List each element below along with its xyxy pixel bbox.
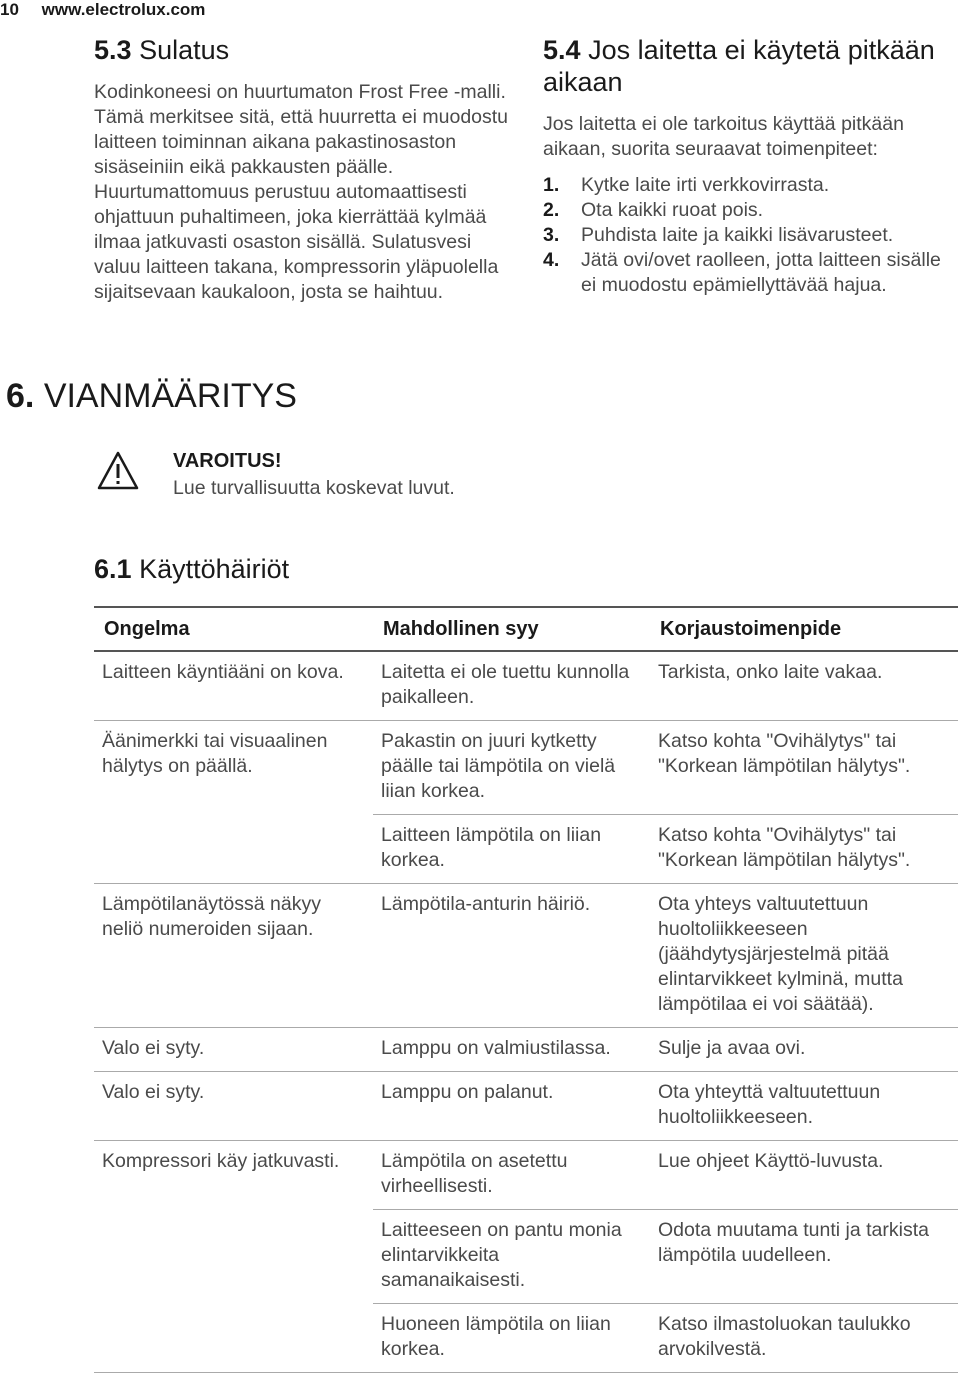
defrost-paragraph: Kodinkoneesi on huurtumaton Frost Free -malli. Tämä merkitsee sitä, että huurretta ei muodostu laitteen toiminnan aikana pakastinosaston sisäseiniin eikä pakkausten päälle. Huurtumattomuus perustuu automaattisesti ohjattuun puhaltimeen, joka kierrättää kylmää ilmaa jatkuvasti osaston sisällä. Sulatusvesi valuu laitteen takana, kompressorin yläpuolella sijaitsevaan kaukaloon, josta se haihtuu. (94, 81, 509, 303)
problem-cell (94, 815, 373, 884)
cause-cell: Lämpötila-anturin häiriö. (373, 884, 650, 1028)
cause-cell: Lämpötila on asetettu virheellisesti. (373, 1141, 650, 1210)
long-absence-steps (543, 173, 951, 298)
table-header-row (94, 607, 958, 651)
cause-cell: Pakastin on juuri kytketty päälle tai lämpötila on vielä liian korkea. (373, 721, 650, 815)
problem-cell: Laitteen käyntiääni on kova. (94, 651, 373, 721)
table-row (94, 721, 958, 815)
page-number: 10 (0, 0, 19, 19)
solution-cell: Lue ohjeet Käyttö-luvusta. (650, 1141, 958, 1210)
long-absence-intro: Jos laitetta ei ole tarkoitus käyttää pitkään aikaan, suorita seuraavat toimenpiteet: (543, 113, 904, 160)
table-row (94, 1210, 958, 1304)
chapter-title-troubleshooting: 6. VIANMÄÄRITYS (6, 377, 297, 415)
solution-cell: Tarkista, onko laite vakaa. (650, 651, 958, 721)
step-item: 3. Puhdista laite ja kaikki lisävarusteet. (543, 224, 894, 246)
problem-cell: Valo ei syty. (94, 1072, 373, 1141)
table-row (94, 651, 958, 721)
table-row (94, 1304, 958, 1373)
problem-cell (94, 1210, 373, 1304)
warning-text: Lue turvallisuutta koskevat luvut. (173, 477, 455, 499)
step-item: 2. Ota kaikki ruoat pois. (543, 199, 764, 221)
table-row (94, 815, 958, 884)
solution-cell: Sulje ja avaa ovi. (650, 1028, 958, 1072)
page-header (0, 0, 205, 20)
warning-title: VAROITUS! (173, 450, 282, 472)
section-title-long-absence: 5.4 Jos laitetta ei käytetä pitkään aikaan (543, 35, 935, 97)
table-row (94, 1141, 958, 1210)
section-title-defrost: 5.3 Sulatus (94, 35, 230, 65)
problem-cell: Valo ei syty. (94, 1028, 373, 1072)
table-row (94, 1072, 958, 1141)
column-header-problem: Ongelma (94, 607, 373, 651)
step-item: 4. Jätä ovi/ovet raolleen, jotta laitteen sisälle ei muodostu epämiellyttävää hajua. (543, 249, 941, 296)
column-header-solution: Korjaustoimenpide (650, 607, 958, 651)
problem-cell: Äänimerkki tai visuaalinen hälytys on päällä. (102, 730, 328, 777)
problem-cell: Lämpötilanäytössä näkyy neliö numeroiden sijaan. (94, 884, 373, 1028)
troubleshooting-table (94, 606, 958, 1373)
solution-cell: Katso kohta "Ovihälytys" tai "Korkean lämpötilan hälytys". (650, 721, 958, 815)
solution-cell: Odota muutama tunti ja tarkista lämpötila uudelleen. (650, 1210, 958, 1304)
column-header-cause: Mahdollinen syy (373, 607, 650, 651)
cause-cell: Laitteeseen on pantu monia elintarvikkeita samanaikaisesti. (373, 1210, 650, 1304)
problem-cell (94, 1304, 373, 1373)
header-url[interactable]: www.electrolux.com (41, 0, 206, 19)
table-row (94, 1028, 958, 1072)
table-row (94, 884, 958, 1028)
solution-cell: Ota yhteyttä valtuutettuun huoltoliikkeeseen. (650, 1072, 958, 1141)
step-item: 1. Kytke laite irti verkkovirrasta. (543, 174, 830, 196)
cause-cell: Lamppu on palanut. (373, 1072, 650, 1141)
solution-cell: Ota yhteys valtuutettuun huoltoliikkeeseen (jäähdytysjärjestelmä pitää elintarvikkeet kylminä, mutta lämpötilaa ei voi säätää). (650, 884, 958, 1028)
warning-triangle-icon (96, 450, 140, 492)
cause-cell: Laitteen lämpötila on liian korkea. (373, 815, 650, 884)
solution-cell: Katso ilmastoluokan taulukko arvokilvestä. (650, 1304, 958, 1373)
solution-cell: Katso kohta "Ovihälytys" tai "Korkean lämpötilan hälytys". (650, 815, 958, 884)
section-title-malfunctions: 6.1 Käyttöhäiriöt (94, 554, 290, 584)
cause-cell: Laitetta ei ole tuettu kunnolla paikalleen. (373, 651, 650, 721)
cause-cell: Huoneen lämpötila on liian korkea. (373, 1304, 650, 1373)
problem-cell: Kompressori käy jatkuvasti. (102, 1150, 340, 1172)
cause-cell: Lamppu on valmiustilassa. (373, 1028, 650, 1072)
